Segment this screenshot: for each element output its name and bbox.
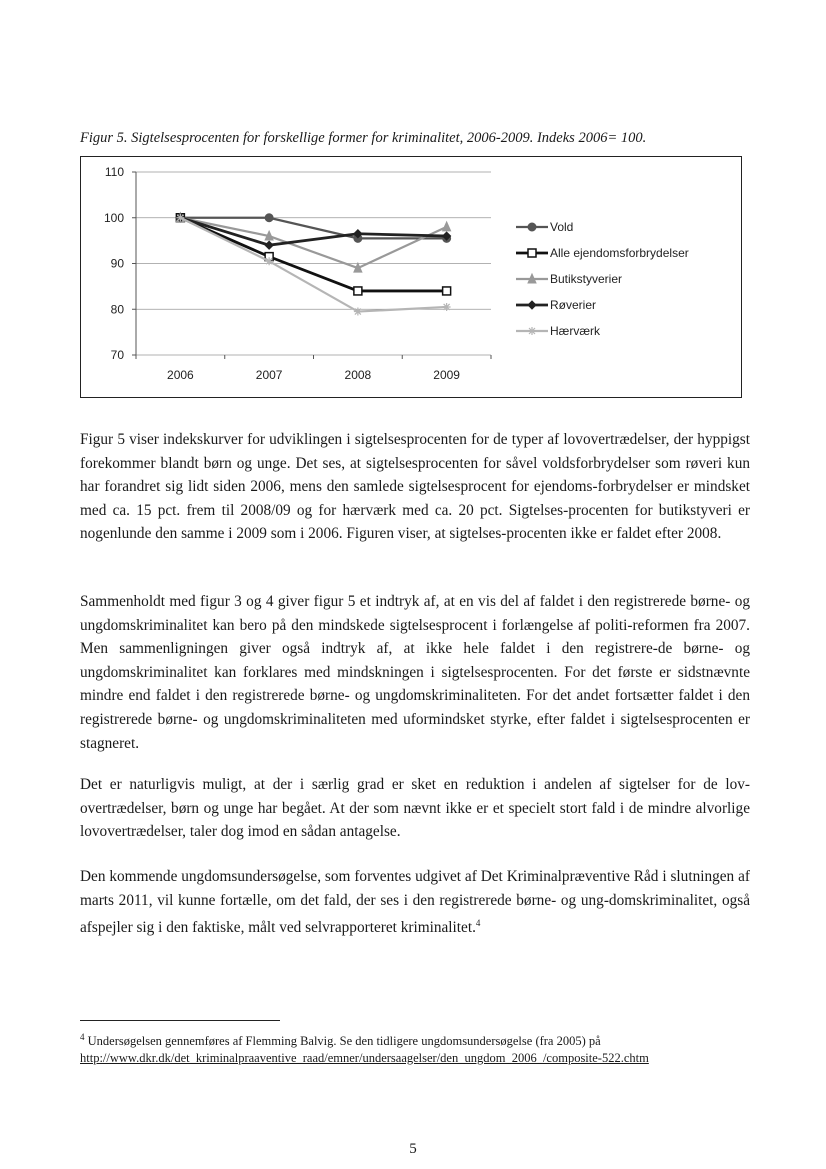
x-tick-label: 2009 [433, 368, 460, 382]
legend-label: Butikstyverier [550, 272, 623, 286]
legend-marker-3 [528, 301, 536, 309]
legend-label: Hærværk [550, 324, 600, 338]
x-tick-label: 2007 [255, 368, 283, 382]
data-point [443, 303, 451, 311]
data-point [443, 287, 451, 295]
legend-marker-1 [528, 249, 536, 257]
x-tick-label: 2008 [344, 368, 372, 382]
chart-series [176, 213, 450, 316]
data-point [265, 241, 273, 249]
legend-marker-4 [528, 327, 536, 335]
footnote-divider [80, 1020, 280, 1021]
footnote [80, 1029, 760, 1067]
series-line-2 [180, 218, 446, 268]
legend-label: Vold [550, 220, 574, 234]
paragraph-1: Figur 5 viser indekskurver for udviklingen i sigtelsesprocenten for de typer af lovovertrædelser, der hyppigst forekommer blandt børn og unge. Det ses, at sigtelsesprocenten for såvel voldsforbrydelser som røveri kun har forandret sig lidt siden 2006, mens den samlede sigtelsesprocent for ejendoms-forbrydelser er mindsket med ca. 15 pct. frem til 2008/09 og for hærværk med ca. 20 pct. Sigtelses-procenten for butikstyveri er nogenlunde den samme i 2009 som i 2006. Figuren viser, at sigtelses-procenten ikke er faldet efter 2008. [80, 431, 750, 543]
series-line-4 [180, 218, 446, 312]
x-tick-label: 2006 [167, 368, 194, 382]
paragraph-3: Det er naturligvis muligt, at der i særlig grad er sket en reduktion i andelen af sigtelser for de lov-overtrædelser, børn og unge har begået. At der som nævnt ikke er et specielt stort fald i de mindre alvorlige lovovertrædelser, taler dog imod en sådan antagelse. [80, 776, 750, 841]
legend-marker-0 [528, 223, 536, 231]
figure-caption: Figur 5. Sigtelsesprocenten for forskellige former for kriminalitet, 2006-2009. Indeks 2006= 100. [80, 130, 647, 146]
data-point [265, 214, 273, 222]
footnote-reference[interactable]: 4 [475, 918, 481, 929]
chart-axes [104, 165, 491, 382]
series-line-3 [180, 218, 446, 245]
footnote-text: Undersøgelsen gennemføres af Flemming Balvig. Se den tidligere ungdomsundersøgelse (fra 2005) på [87, 1034, 601, 1049]
paragraph-4 [80, 865, 750, 940]
y-tick-label: 80 [110, 302, 124, 317]
y-tick-label: 110 [104, 165, 124, 179]
legend-label: Alle ejendomsforbrydelser [550, 246, 689, 260]
chart-grid [136, 172, 491, 355]
y-tick-label: 70 [110, 348, 124, 362]
page-number: 5 [409, 1141, 417, 1157]
footnote-number: 4 [80, 1032, 85, 1042]
line-chart [81, 157, 741, 397]
data-point [354, 308, 362, 316]
data-point [354, 287, 362, 295]
y-tick-label: 100 [103, 210, 124, 225]
figure-5-chart [80, 156, 742, 398]
paragraph-4-text: Den kommende ungdomsundersøgelse, som forventes udgivet af Det Kriminalpræventive Råd i slutningen af marts 2011, vil kunne fortælle, om det fald, der ses i den registrerede børne- og ung-domskriminalitet, også afspejler sig i den faktiske, målt ved selvrapporteret kriminalitet. [80, 868, 750, 937]
data-point [443, 222, 451, 231]
chart-legend [516, 220, 689, 338]
y-tick-label: 90 [110, 256, 124, 271]
footnote-link[interactable]: http://www.dkr.dk/det_kriminalpraaventive_raad/emner/undersaagelser/den_ungdom_2006_/composite-522.chtm [80, 1051, 649, 1066]
data-point [176, 214, 184, 222]
paragraph-2: Sammenholdt med figur 3 og 4 giver figur 5 et indtryk af, at en vis del af faldet i den registrerede børne- og ungdomskriminalitet kan bero på den mindskede sigtelsesprocent i forlængelse af politi-reformen fra 2007. Men sammenligningen giver også indtryk af, at ikke hele faldet i den registrere-de børne- og ungdomskriminalitet kan forklares med mindskningen i sigtelsesprocenten. For det første er sidstnævnte mindre end faldet i den registrerede børne- og ungdomskriminaliteten. For det andet fortsætter faldet i den registrerede børne- og ungdomskriminaliteten med uformindsket styrke, efter faldet i sigtelsesprocenten er stagneret. [80, 593, 750, 752]
data-point [265, 257, 273, 265]
legend-label: Røverier [550, 298, 597, 312]
